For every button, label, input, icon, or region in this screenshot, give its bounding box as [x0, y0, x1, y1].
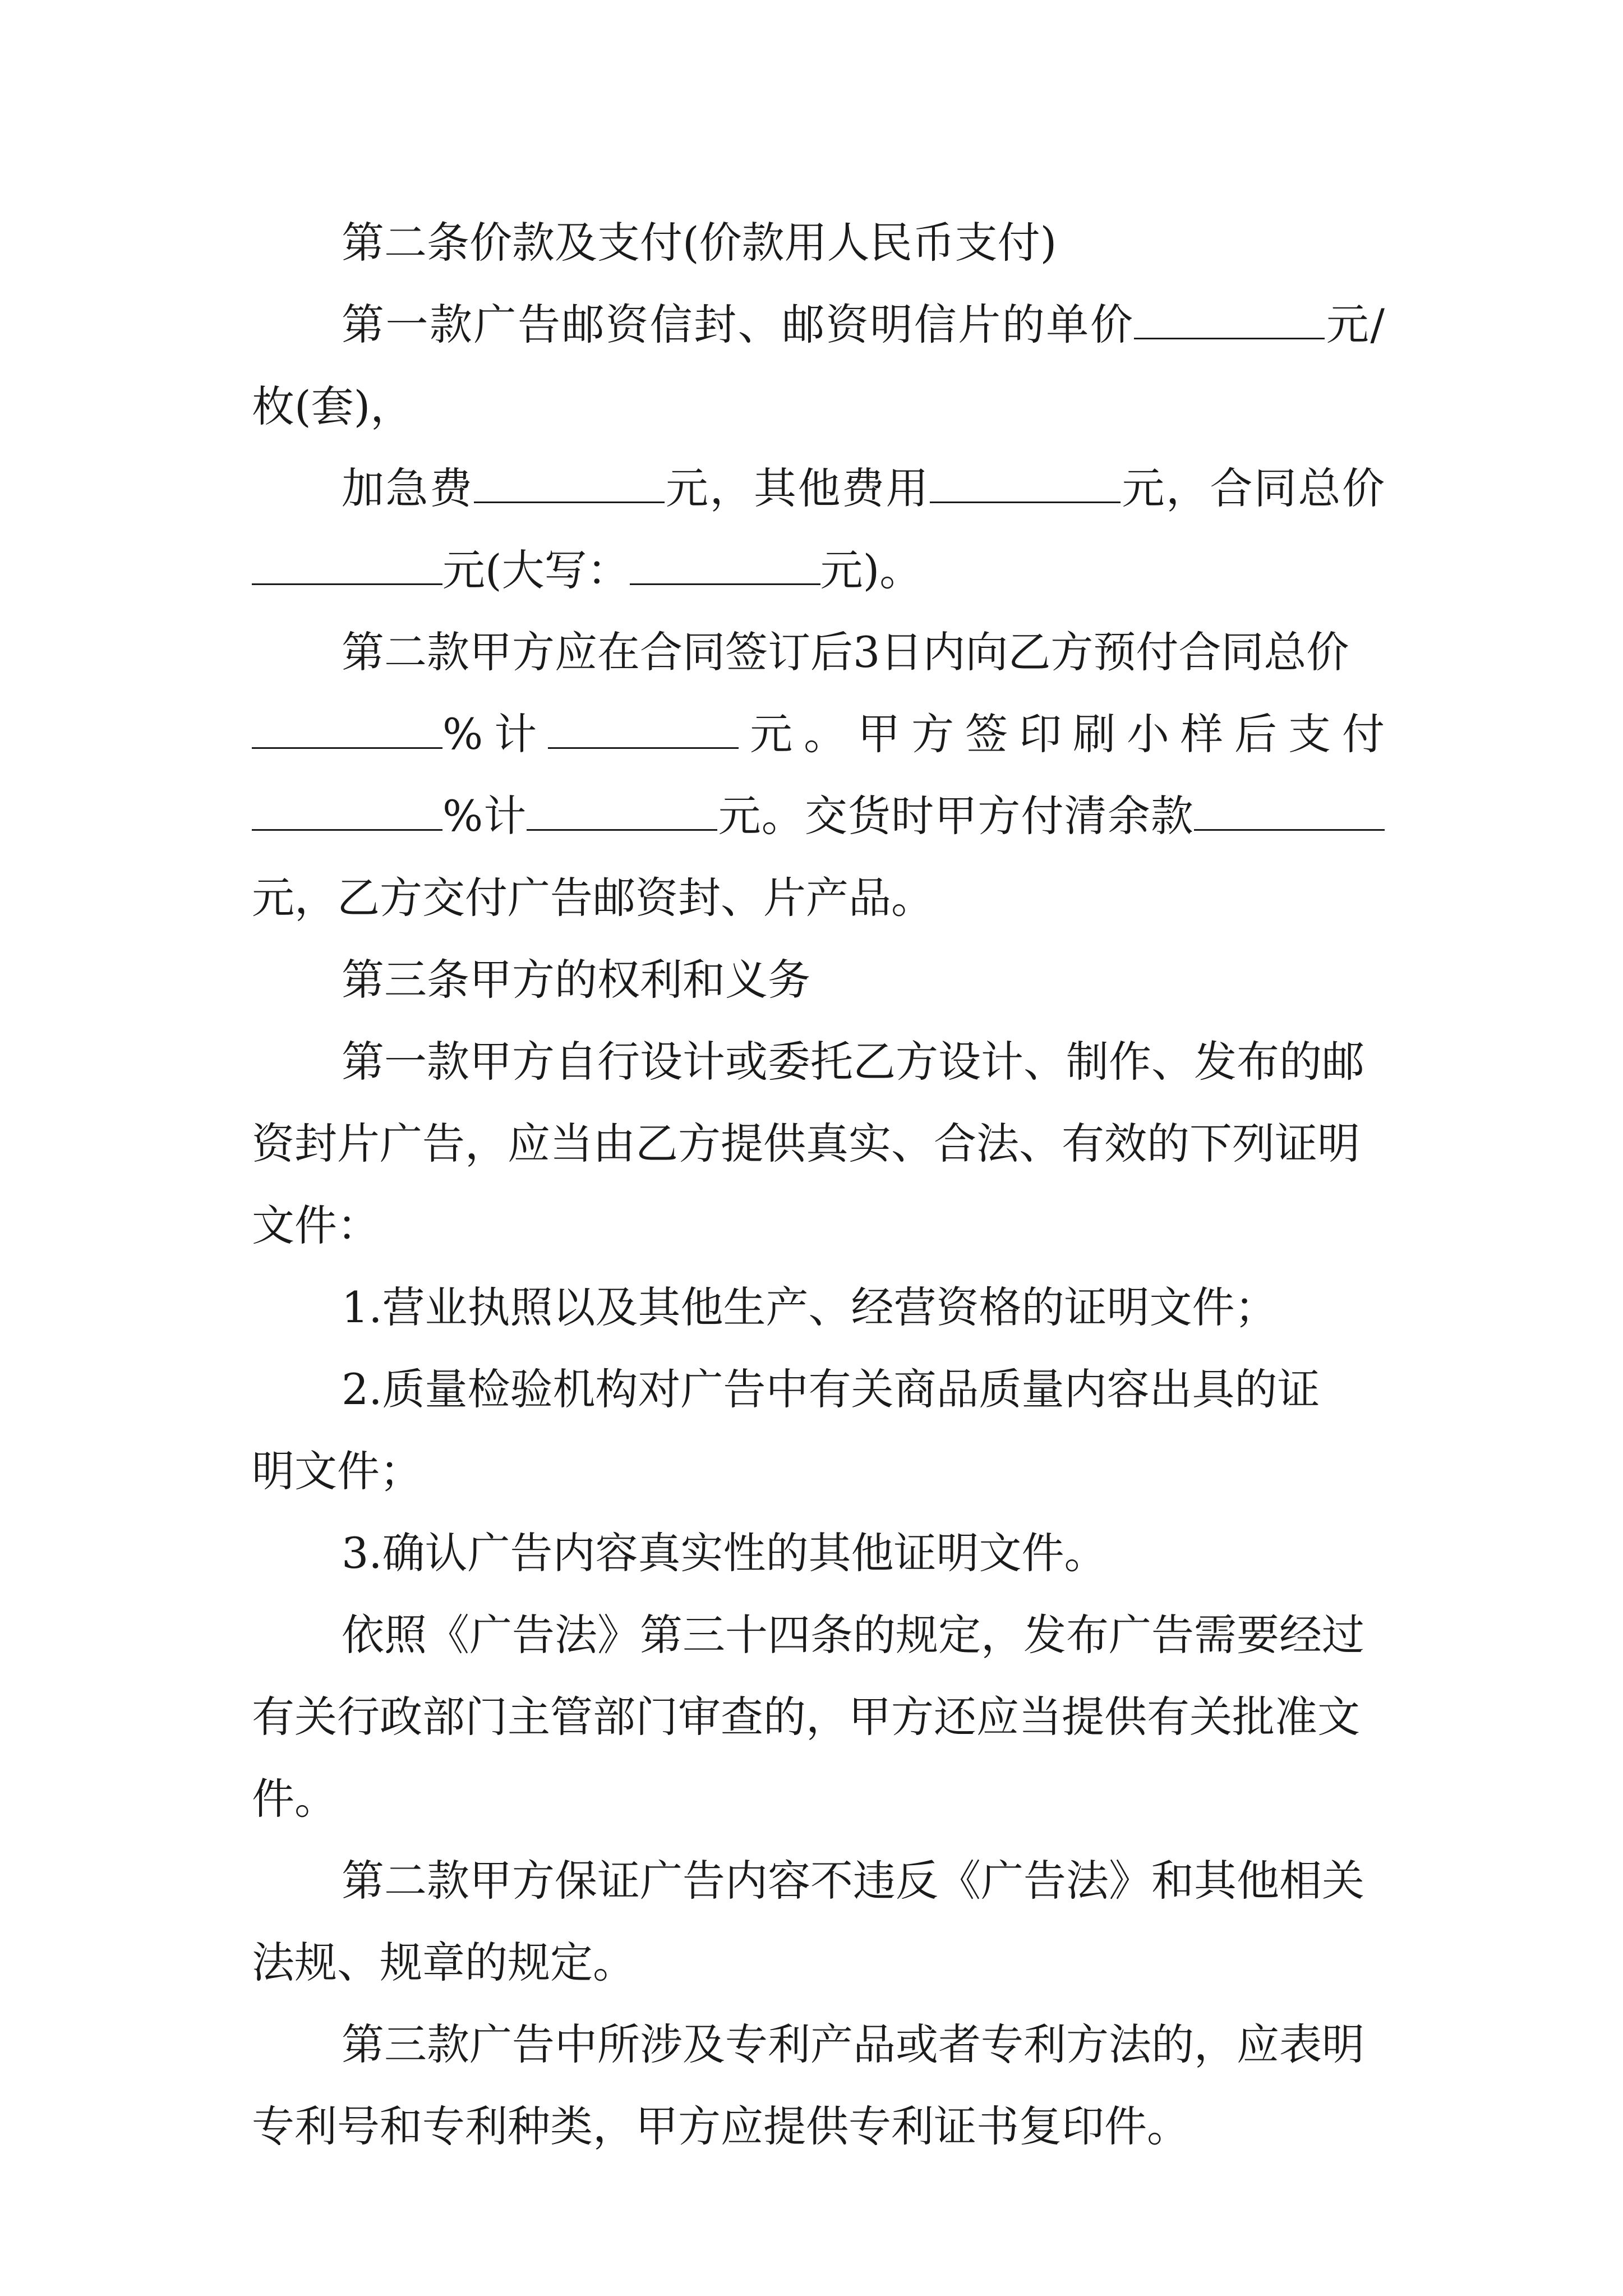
law-reference-cont: 有关行政部门主管部门审查的，甲方还应当提供有关批准文 — [252, 1692, 1360, 1742]
clause-2-prepay-cont: %计 元。甲方签印刷小样后支付 — [252, 693, 1385, 775]
other-fee-blank — [930, 462, 1121, 503]
proof-amount-blank — [527, 790, 717, 831]
proof-percent-blank — [252, 790, 442, 831]
prepay-amount-blank — [548, 708, 739, 749]
clause-1-cont: 枚(套)， — [252, 381, 413, 431]
prepay-percent-blank — [252, 708, 442, 749]
rush-fee-blank — [474, 462, 665, 503]
total-price-line: 元(大写： 元)。 — [252, 530, 1385, 611]
law-reference-end: 件。 — [252, 1774, 337, 1824]
law-reference: 依照《广告法》第三十四条的规定，发布广告需要经过 — [342, 1610, 1364, 1660]
balance-blank — [1194, 790, 1385, 831]
article-3-clause-1-end: 文件： — [252, 1200, 380, 1250]
fees-line: 加急费 元，其他费用 元，合同总价 — [342, 463, 1385, 513]
clause-2-prepay: 第二款甲方应在合同签订后3日内向乙方预付合同总价 — [342, 627, 1349, 677]
list-item-2-cont: 明文件； — [252, 1446, 422, 1496]
clause-2-delivery: 元，乙方交付广告邮资封、片产品。 — [252, 873, 934, 923]
document-page — [252, 202, 1385, 2168]
clause-2-proof-pay: %计 元。交货时甲方付清余款 — [252, 775, 1385, 857]
list-item-1: 1.营业执照以及其他生产、经营资格的证明文件； — [342, 1282, 1278, 1332]
total-price-blank — [252, 544, 442, 585]
article-3-clause-1: 第一款甲方自行设计或委托乙方设计、制作、发布的邮 — [342, 1037, 1364, 1087]
list-item-2: 2.质量检验机构对广告中有关商品质量内容出具的证 — [342, 1364, 1320, 1414]
article-3-clause-1-cont: 资封片广告，应当由乙方提供真实、合法、有效的下列证明 — [252, 1119, 1360, 1168]
article-3-clause-3-cont: 专利号和专利种类，甲方应提供专利证书复印件。 — [252, 2101, 1189, 2151]
clause-1-unit-price: 第一款广告邮资信封、邮资明信片的单价 元/ — [342, 300, 1385, 349]
unit-price-blank — [1134, 298, 1325, 339]
article-3-clause-2-cont: 法规、规章的规定。 — [252, 1938, 635, 1987]
total-price-uppercase-blank — [630, 544, 820, 585]
article-3-heading: 第三条甲方的权利和义务 — [342, 955, 810, 1005]
article-3-clause-2: 第二款甲方保证广告内容不违反《广告法》和其他相关 — [342, 1856, 1364, 1906]
article-2-heading: 第二条价款及支付(价款用人民币支付) — [342, 218, 1057, 268]
article-3-clause-3: 第三款广告中所涉及专利产品或者专利方法的，应表明 — [342, 2019, 1364, 2069]
list-item-3: 3.确认广告内容真实性的其他证明文件。 — [342, 1528, 1107, 1578]
